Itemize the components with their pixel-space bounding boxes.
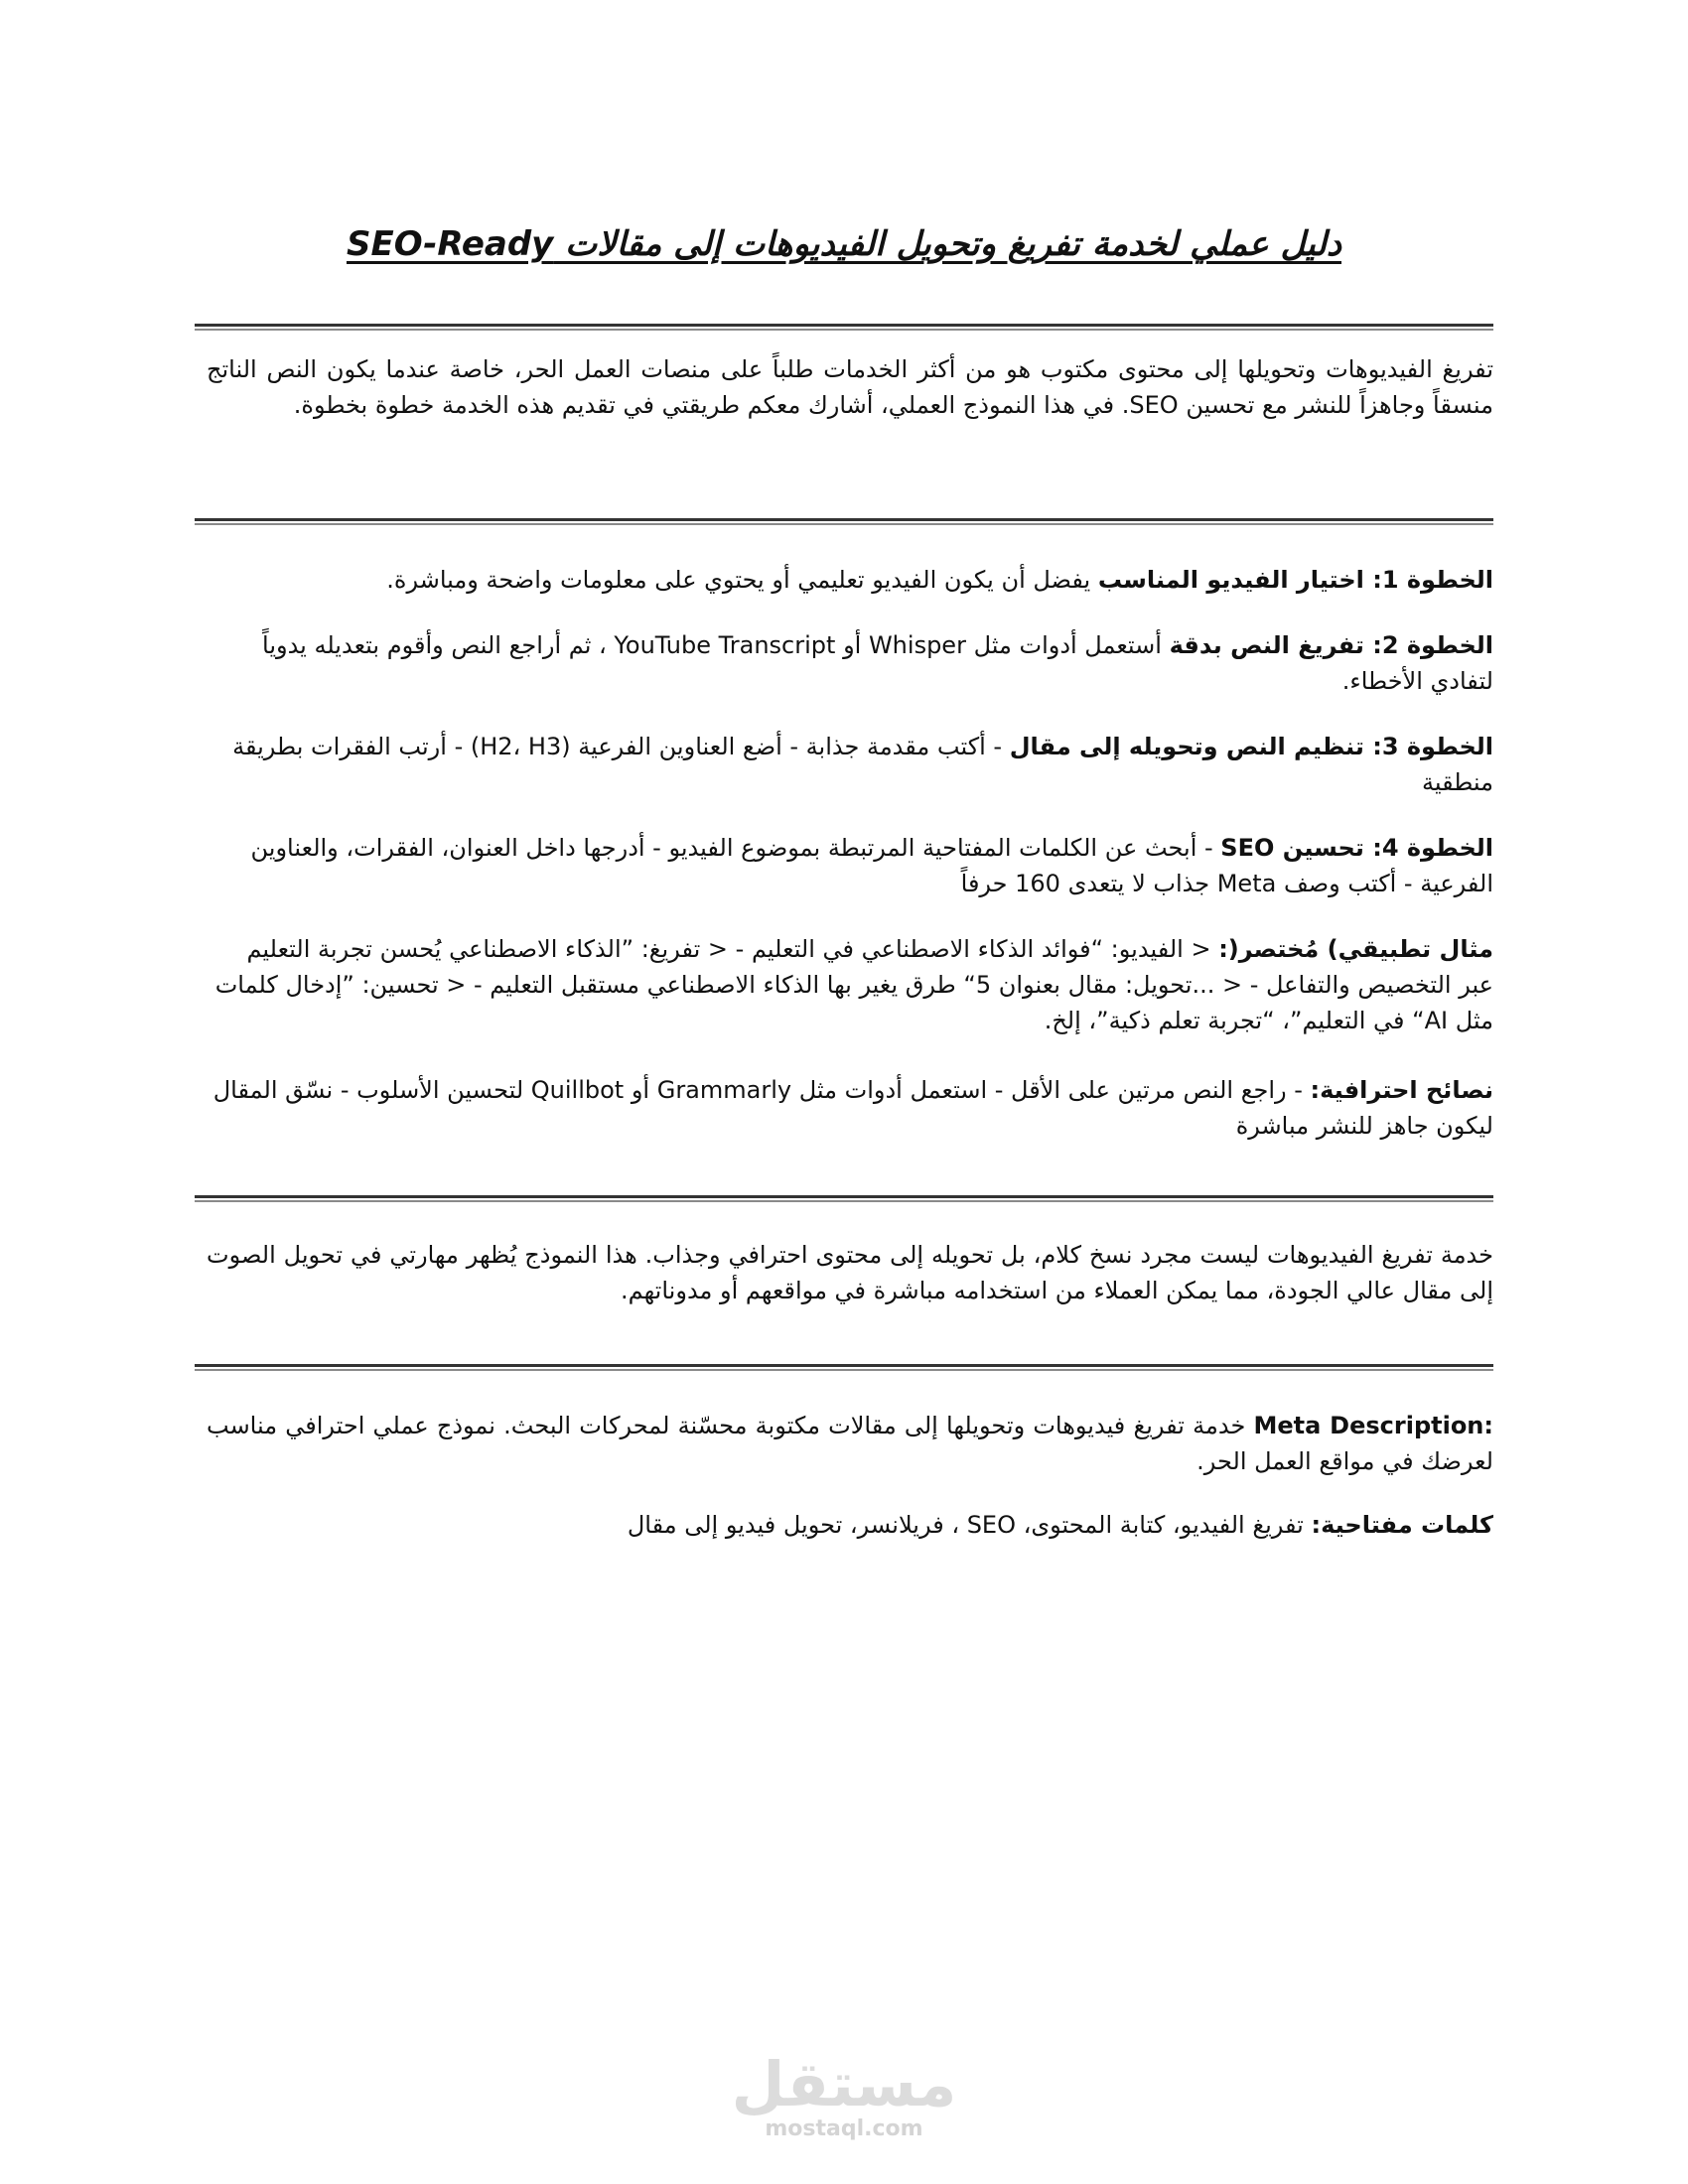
step-1 xyxy=(207,562,1493,598)
meta-text: خدمة تفريغ فيديوهات وتحويلها إلى مقالات مكتوبة محسّنة لمحركات البحث. نموذج عملي احترافي مناسب لعرضك في مواقع العمل الحر. xyxy=(207,1412,1493,1475)
practical-example xyxy=(207,931,1493,1038)
step-label: الخطوة 4: تحسين SEO xyxy=(1220,834,1493,862)
divider xyxy=(195,324,1493,331)
meta-label: Meta Description: xyxy=(1253,1412,1493,1439)
keywords xyxy=(207,1507,1493,1543)
keywords-label: كلمات مفتاحية: xyxy=(1311,1511,1493,1539)
mostaql-logo-icon: مستقل xyxy=(731,2048,957,2120)
step-label: الخطوة 1: اختيار الفيديو المناسب xyxy=(1097,566,1493,594)
step-text: أستعمل أدوات مثل Whisper أو YouTube Transcript ، ثم أراجع النص وأقوم بتعديله يدوياً لتفادي الأخطاء. xyxy=(262,631,1493,695)
step-2 xyxy=(207,627,1493,699)
step-label: مثال تطبيقي) مُختصر(: xyxy=(1218,935,1493,963)
step-text: < الفيديو: “فوائد الذكاء الاصطناعي في التعليم - < تفريغ: ”الذكاء الاصطناعي يُحسن تجربة التعليم عبر التخصيص والتفاعل - < ...تحويل: مقال بعنوان 5“ طرق يغير بها الذكاء الاصطناعي مستقبل التعليم - < تحسين: ”إدخال كلمات مثل AI“ في التعليم”، “تجربة تعلم ذكية”، إلخ. xyxy=(214,935,1493,1034)
keywords-text: تفريغ الفيديو، كتابة المحتوى، SEO ، فريلانسر، تحويل فيديو إلى مقال xyxy=(627,1511,1312,1539)
step-4 xyxy=(207,830,1493,901)
intro-paragraph: تفريغ الفيديوهات وتحويلها إلى محتوى مكتوب هو من أكثر الخدمات طلباً على منصات العمل الحر، خاصة عندما يكون النص الناتج منسقاً وجاهزاً للنشر مع تحسين SEO. في هذا النموذج العملي، أشارك معكم طريقتي في تقديم هذه الخدمة خطوة بخطوة. xyxy=(207,355,1493,419)
step-label: نصائح احترافية: xyxy=(1310,1076,1493,1104)
pro-tips xyxy=(207,1072,1493,1144)
step-3 xyxy=(207,729,1493,800)
conclusion-paragraph: خدمة تفريغ الفيديوهات ليست مجرد نسخ كلام، بل تحويله إلى محتوى احترافي وجذاب. هذا النموذج يُظهر مهارتي في تحويل الصوت إلى مقال عالي الجودة، مما يمكن العملاء من استخدامه مباشرة في مواقعهم أو مدوناتهم. xyxy=(207,1241,1493,1304)
mostaql-watermark xyxy=(725,2048,963,2162)
divider xyxy=(195,518,1493,525)
step-text: - أبحث عن الكلمات المفتاحية المرتبطة بموضوع الفيديو - أدرجها داخل العنوان، الفقرات، والعناوين الفرعية - أكتب وصف Meta جذاب لا يتعدى 160 حرفاً xyxy=(250,834,1493,897)
step-text: - راجع النص مرتين على الأقل - استعمل أدوات مثل Grammarly أو Quillbot لتحسين الأسلوب - نسّق المقال ليكون جاهز للنشر مباشرة xyxy=(212,1076,1493,1140)
meta-description xyxy=(207,1408,1493,1479)
step-text: يفضل أن يكون الفيديو تعليمي أو يحتوي على معلومات واضحة ومباشرة. xyxy=(386,566,1098,594)
watermark-url: mostaql.com xyxy=(765,2116,923,2141)
divider xyxy=(195,1195,1493,1202)
step-label: الخطوة 3: تنظيم النص وتحويله إلى مقال xyxy=(1009,733,1493,760)
divider xyxy=(195,1364,1493,1371)
step-text: - أكتب مقدمة جذابة - أضع العناوين الفرعية (H2، H3) - أرتب الفقرات بطريقة منطقية xyxy=(232,733,1493,796)
document-title: دليل عملي لخدمة تفريغ وتحويل الفيديوهات إلى مقالات SEO-Ready xyxy=(346,224,1342,264)
step-label: الخطوة 2: تفريغ النص بدقة xyxy=(1169,631,1493,659)
